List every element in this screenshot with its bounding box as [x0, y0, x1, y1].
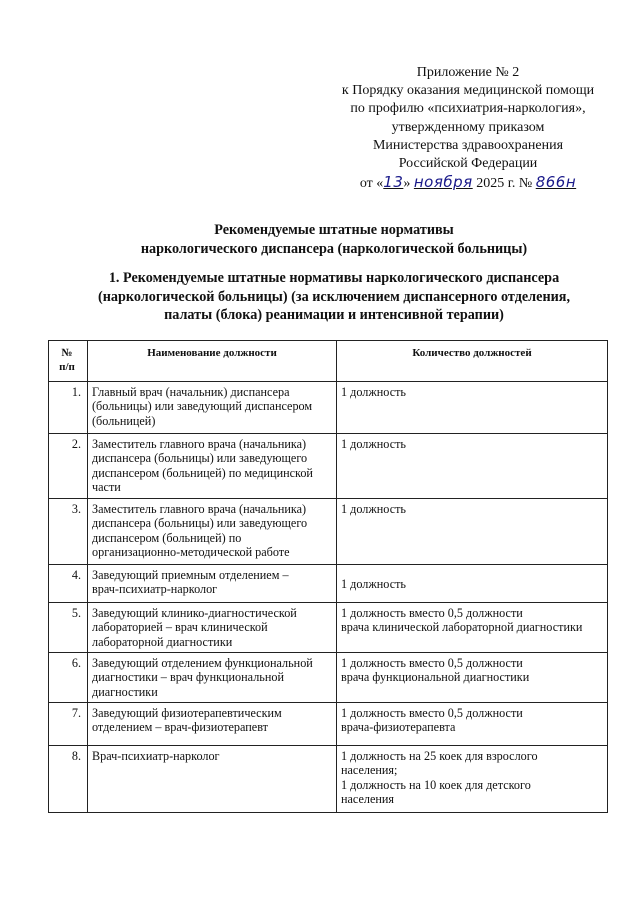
section-heading-line: палаты (блока) реанимации и интенсивной терапии) — [164, 307, 504, 323]
table-row — [49, 703, 608, 746]
staff-norms-table — [48, 340, 608, 813]
appendix-header — [318, 64, 618, 193]
title-line: наркологического диспансера (наркологической больницы) — [140, 240, 528, 257]
quantity-cell: 1 должность — [337, 434, 608, 499]
header-number: № п/п — [49, 341, 88, 382]
table-row — [49, 653, 608, 703]
row-number: 7. — [49, 703, 88, 746]
quantity-cell: 1 должность на 25 коек для взрослого населения; 1 должность на 10 коек для детского населения — [337, 746, 608, 813]
position-cell: Главный врач (начальник) диспансера (больницы) или заведующий диспансером (больницей) — [88, 382, 337, 434]
appendix-line: утвержденному приказом — [391, 119, 545, 135]
date-prefix: от « — [359, 176, 384, 192]
quantity-cell: 1 должность вместо 0,5 должности врача-физиотерапевта — [337, 703, 608, 746]
date-mid: » — [403, 176, 411, 192]
section-heading — [48, 269, 620, 325]
title-line: Рекомендуемые штатные нормативы — [214, 222, 454, 238]
position-cell: Заместитель главного врача (начальника) диспансера (больницы) или заведующего диспансером (больницей) по медицинской части — [88, 434, 337, 499]
table-row — [49, 746, 608, 813]
section-heading-line: (наркологической больницы) (за исключением диспансерного отделения, — [97, 288, 571, 305]
document-title — [60, 221, 608, 258]
table-row — [49, 565, 608, 603]
handwritten-month: ноября — [413, 173, 473, 192]
appendix-line: Министерства здравоохранения — [372, 137, 564, 153]
handwritten-day: 13 — [383, 173, 404, 192]
quantity-cell: 1 должность — [337, 565, 608, 603]
table-row — [49, 499, 608, 565]
section-heading-line: 1. Рекомендуемые штатные нормативы наркологического диспансера — [108, 270, 560, 286]
appendix-line: Российской Федерации — [398, 156, 538, 172]
row-number: 2. — [49, 434, 88, 499]
position-cell: Заведующий отделением функциональной диагностики – врач функциональной диагностики — [88, 653, 337, 703]
quantity-cell: 1 должность вместо 0,5 должности врача клинической лабораторной диагностики — [337, 603, 608, 653]
position-cell: Врач-психиатр-нарколог — [88, 746, 337, 813]
row-number: 8. — [49, 746, 88, 813]
quantity-cell: 1 должность вместо 0,5 должности врача функциональной диагностики — [337, 653, 608, 703]
appendix-line: по профилю «психиатрия-наркология», — [350, 101, 586, 117]
header-quantity: Количество должностей — [337, 341, 608, 382]
date-year: 2025 г. № — [476, 176, 533, 192]
row-number: 3. — [49, 499, 88, 565]
handwritten-order-number: 866н — [535, 173, 577, 192]
appendix-line: к Порядку оказания медицинской помощи — [341, 83, 595, 99]
row-number: 6. — [49, 653, 88, 703]
position-cell: Заместитель главного врача (начальника) диспансера (больницы) или заведующего диспансером (больницей) по организационно-методической работе — [88, 499, 337, 565]
position-cell: Заведующий клинико-диагностической лабораторией – врач клинической лабораторной диагностики — [88, 603, 337, 653]
row-number: 1. — [49, 382, 88, 434]
quantity-cell: 1 должность — [337, 382, 608, 434]
row-number: 5. — [49, 603, 88, 653]
row-number: 4. — [49, 565, 88, 603]
position-cell: Заведующий физиотерапевтическим отделением – врач-физиотерапевт — [88, 703, 337, 746]
quantity-cell: 1 должность — [337, 499, 608, 565]
appendix-line: Приложение № 2 — [416, 65, 520, 80]
table-row — [49, 603, 608, 653]
position-cell: Заведующий приемным отделением – врач-психиатр-нарколог — [88, 565, 337, 603]
header-position: Наименование должности — [88, 341, 337, 382]
table-row — [49, 382, 608, 434]
table-header-row — [49, 341, 608, 382]
table-row — [49, 434, 608, 499]
order-date-line — [318, 173, 618, 193]
